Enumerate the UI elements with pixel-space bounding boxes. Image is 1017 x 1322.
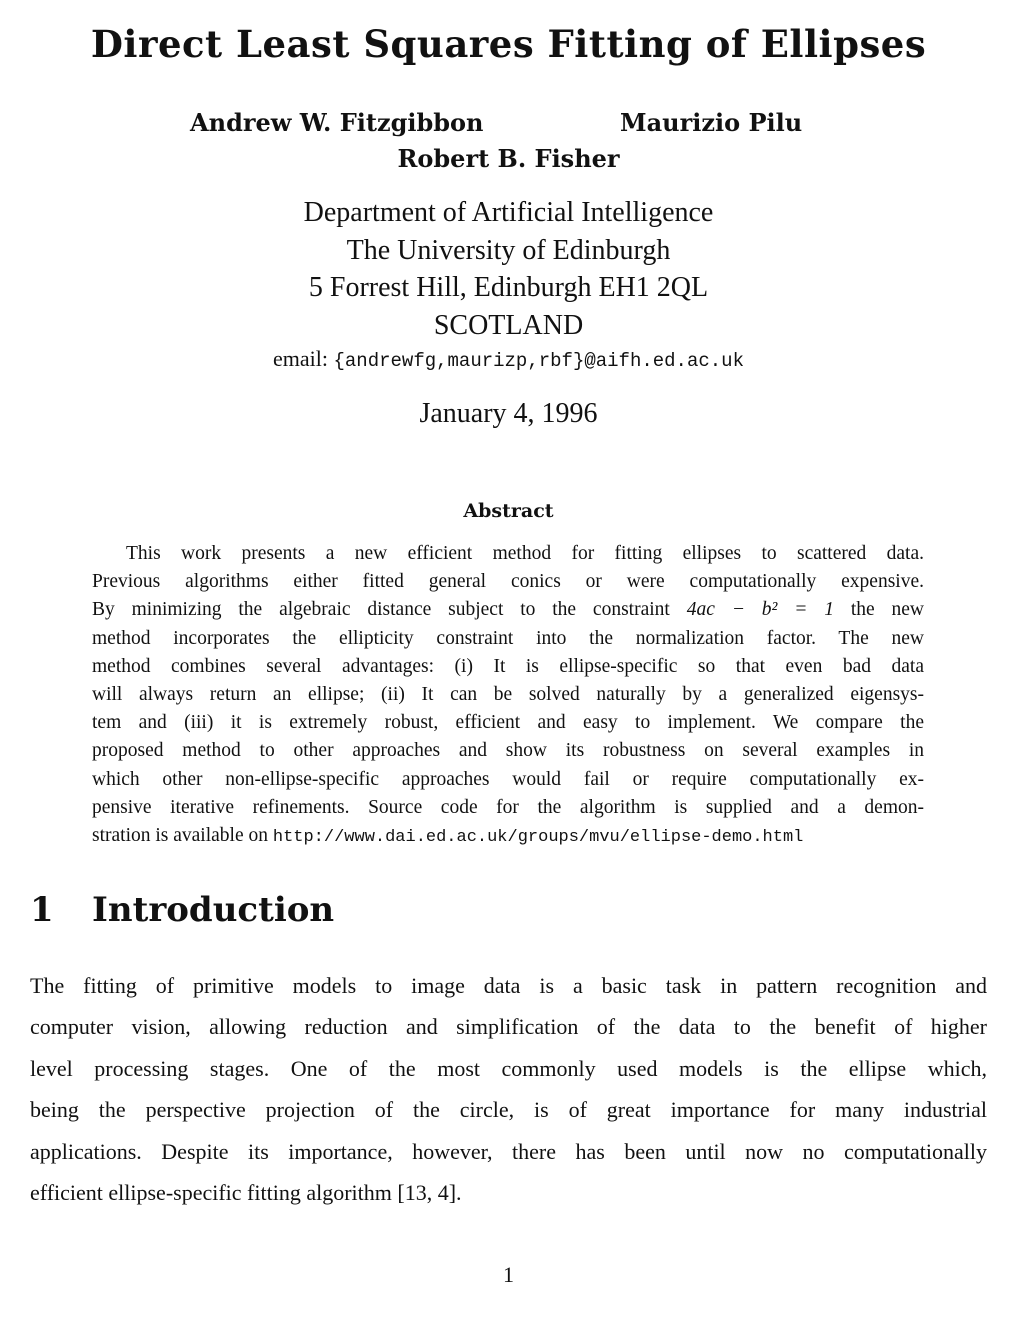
- intro-line: applications. Despite its importance, however, there has been until now no computationally: [30, 1138, 987, 1164]
- abstract-line: will always return an ellipse; (ii) It can be solved naturally by a generalized eigensys-: [92, 683, 924, 705]
- affiliation-country: SCOTLAND: [433, 309, 584, 341]
- author-pilu: Maurizio Pilu: [620, 108, 803, 137]
- paper-title: Direct Least Squares Fitting of Ellipses: [90, 22, 927, 66]
- intro-line: level processing stages. One of the most commonly used models is the ellipse which,: [30, 1055, 987, 1081]
- page-number: 1: [503, 1262, 514, 1287]
- affiliation-address: 5 Forrest Hill, Edinburgh EH1 2QL: [308, 272, 709, 303]
- abstract-line: [92, 822, 924, 850]
- author-fisher: Robert B. Fisher: [397, 144, 620, 173]
- constraint-equation: 4ac − b² = 1: [686, 599, 834, 621]
- abstract-line: tem and (iii) it is extremely robust, efficient and easy to implement. We compare the: [92, 712, 924, 734]
- abstract-line: which other non-ellipse-specific approaches would fail or require computationally ex-: [92, 768, 924, 790]
- email-address: {andrewfg,maurizp,rbf}@aifh.ed.ac.uk: [333, 350, 744, 372]
- abstract-text: stration is available on: [92, 824, 273, 846]
- demo-url-link[interactable]: http://www.dai.ed.ac.uk/groups/mvu/ellipse-demo.html: [272, 827, 804, 847]
- intro-line: efficient ellipse-specific fitting algorithm [13, 4].: [30, 1179, 462, 1205]
- abstract-line: pensive iterative refinements. Source code for the algorithm is supplied and a demon-: [92, 796, 924, 818]
- abstract-text: By minimizing the algebraic distance subject to the constraint: [92, 599, 687, 621]
- abstract-line: method incorporates the ellipticity constraint into the normalization factor. The new: [92, 627, 924, 649]
- email-label: email:: [273, 346, 328, 371]
- abstract-heading: Abstract: [463, 500, 554, 522]
- abstract-line: This work presents a new efficient method for fitting ellipses to scattered data.: [126, 543, 924, 564]
- affiliation-block: [0, 194, 1017, 344]
- introduction-body: [30, 965, 987, 1213]
- intro-line: computer vision, allowing reduction and simplification of the data to the benefit of higher: [30, 1014, 987, 1040]
- intro-line: being the perspective projection of the circle, is of great importance for many industrial: [30, 1097, 987, 1123]
- email-line: [0, 346, 1017, 372]
- affiliation-university: The University of Edinburgh: [346, 234, 671, 266]
- section-number: 1: [30, 890, 54, 930]
- abstract-text: the new: [833, 599, 924, 621]
- abstract-line: proposed method to other approaches and show its robustness on several examples in: [92, 740, 924, 762]
- abstract-line: method combines several advantages: (i) It is ellipse-specific so that even bad data: [92, 655, 924, 677]
- abstract-line: Previous algorithms either fitted general conics or were computationally expensive.: [92, 571, 924, 593]
- abstract-body: [92, 540, 924, 850]
- author-fitzgibbon: Andrew W. Fitzgibbon: [190, 108, 484, 137]
- affiliation-department: Department of Artificial Intelligence: [303, 197, 714, 228]
- paper-date: January 4, 1996: [419, 398, 598, 429]
- section-title: Introduction: [92, 890, 335, 930]
- intro-line: The fitting of primitive models to image data is a basic task in pattern recognition and: [30, 973, 987, 998]
- section-heading-introduction: [30, 890, 334, 930]
- author-row: [0, 108, 1017, 142]
- abstract-line: [92, 596, 924, 624]
